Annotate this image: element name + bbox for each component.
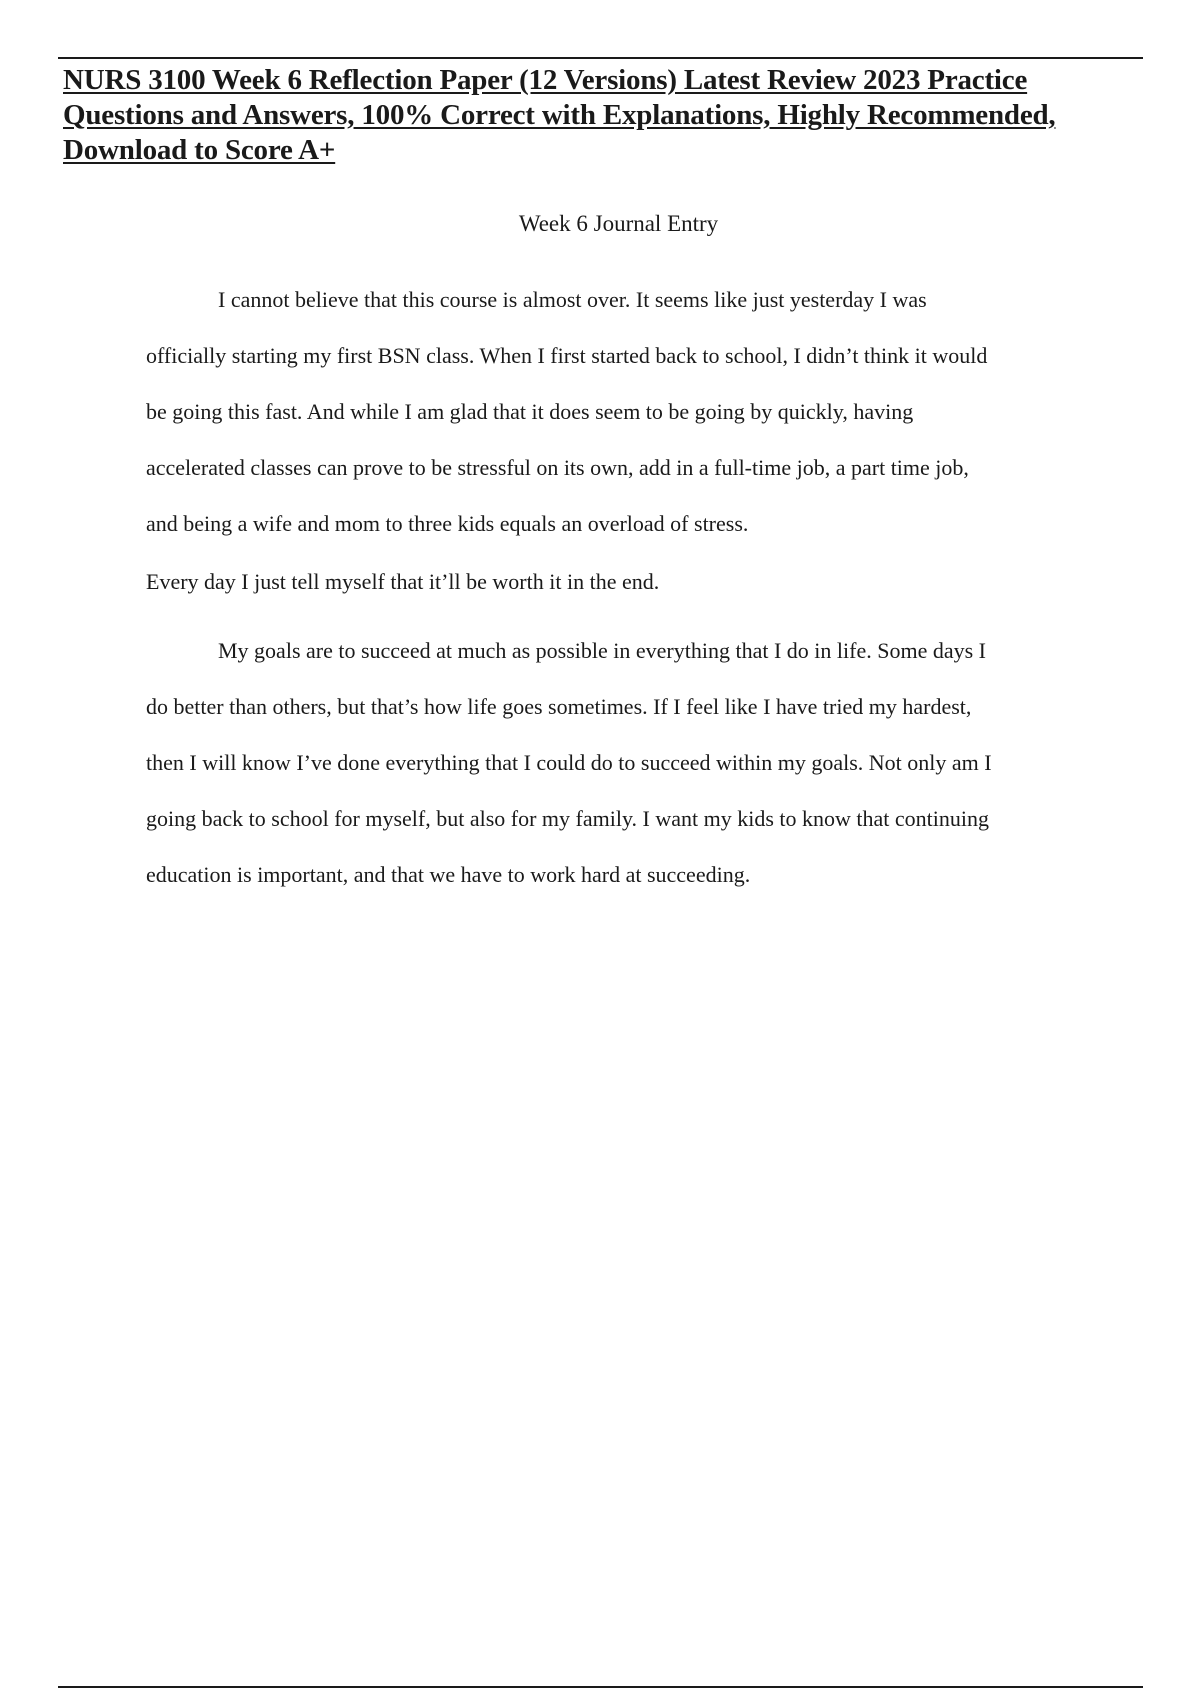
text-line: My goals are to succeed at much as possible in everything that I do in life. Some days I [218,638,986,663]
text-line: I cannot believe that this course is almost over. It seems like just yesterday I was [218,287,927,312]
text-line: Every day I just tell myself that it’ll be worth it in the end. [146,569,660,594]
top-divider [58,57,1143,59]
title-line: Download to Score A+ [63,134,336,166]
text-line: and being a wife and mom to three kids equals an overload of stress. [146,511,749,536]
text-line: then I will know I’ve done everything that I could do to succeed within my goals. Not only am I [146,750,992,775]
text-line: officially starting my first BSN class. When I first started back to school, I didn’t think it would [146,343,988,368]
text-line: be going this fast. And while I am glad that it does seem to be going by quickly, having [146,399,914,424]
document-title [63,63,1148,168]
journal-heading: Week 6 Journal Entry [518,211,719,236]
bottom-divider [58,1686,1143,1688]
title-line: Questions and Answers, 100% Correct with Explanations, Highly Recommended, [63,99,1056,131]
paragraph-2 [146,623,1156,903]
text-line: going back to school for myself, but also for my family. I want my kids to know that continuing [146,806,990,831]
text-line: accelerated classes can prove to be stressful on its own, add in a full-time job, a part time job, [146,455,969,480]
paragraph-1-closing-line [146,554,1156,610]
paragraph-1 [146,272,1156,552]
text-line: do better than others, but that’s how life goes sometimes. If I feel like I have tried my hardest, [146,694,972,719]
text-line: education is important, and that we have to work hard at succeeding. [146,862,751,887]
title-line: NURS 3100 Week 6 Reflection Paper (12 Versions) Latest Review 2023 Practice [63,64,1028,96]
